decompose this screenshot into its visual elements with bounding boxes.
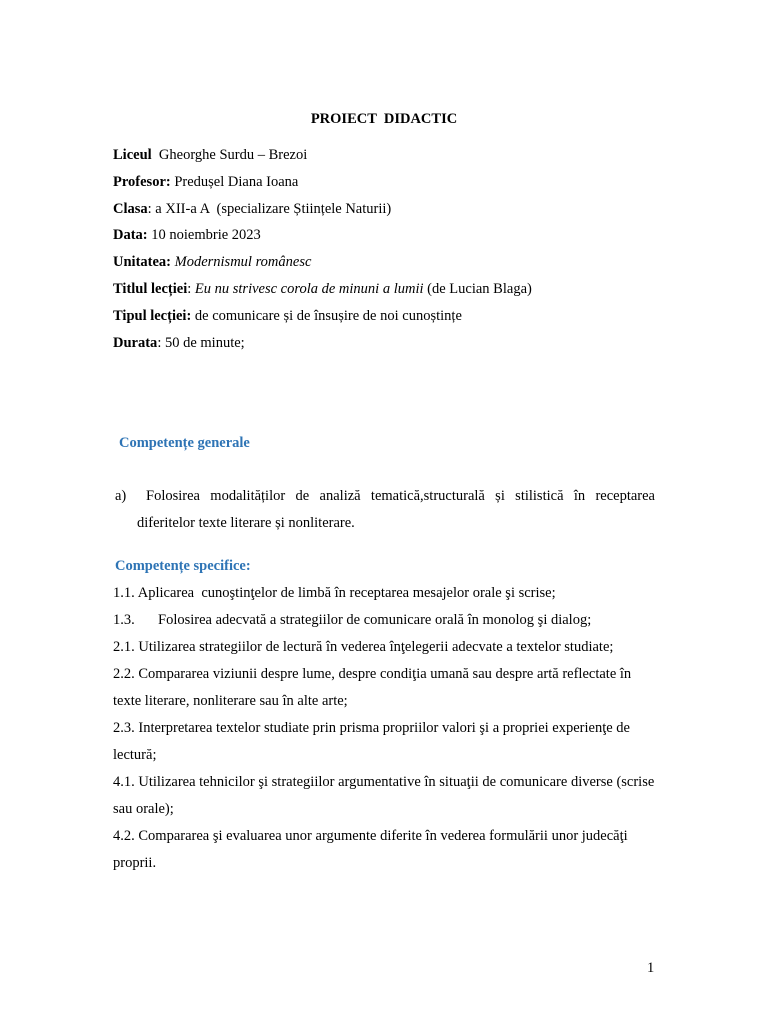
info-line-school [113, 146, 673, 173]
general-competence-text: Folosirea modalităților de analiză tematică,structurală și stilistică în receptarea diferitelor texte literare și nonliterare. [137, 488, 655, 531]
item-number: 2.3. [113, 720, 135, 736]
info-value-after: (de Lucian Blaga) [423, 280, 532, 297]
lesson-info [113, 146, 673, 360]
document-title: PROIECT DIDACTIC [310, 111, 458, 127]
info-value: Modernismul românesc [174, 254, 312, 271]
item-number: 4.2. [113, 828, 135, 844]
info-line-teacher [113, 173, 673, 200]
item-number: 2.1. [113, 639, 135, 655]
info-value: Gheorghe Surdu – Brezoi [158, 147, 308, 163]
general-competence-item [115, 483, 655, 537]
list-item [113, 607, 658, 634]
info-label: Titlul lecției [113, 280, 188, 297]
info-value: : a XII-a A (specializare Științele Naturii) [147, 200, 392, 217]
info-label: Profesor: [113, 173, 171, 190]
info-label: Unitatea: [113, 254, 171, 271]
info-line-class [113, 200, 673, 227]
item-text: Compararea viziunii despre lume, despre condiţia umană sau despre artă reflectate în texte literare, nonliterare sau în alte arte; [113, 666, 632, 709]
list-item [113, 769, 658, 823]
item-text: Utilizarea tehnicilor şi strategiilor argumentative în situaţii de comunicare diverse (scrise sau orale); [113, 774, 655, 817]
item-number: 4.1. [113, 774, 135, 790]
info-label: Liceul [113, 147, 152, 163]
list-item [113, 634, 658, 661]
info-label: Durata [113, 334, 158, 351]
info-value: de comunicare și de însușire de noi cunoștințe [194, 307, 462, 324]
item-text: Aplicarea cunoştinţelor de limbă în receptarea mesajelor orale şi scrise; [137, 585, 556, 601]
specific-competences-heading: Competențe specifice: [115, 558, 251, 574]
item-text: Folosirea adecvată a strategiilor de comunicare orală în monolog şi dialog; [158, 612, 592, 628]
info-line-lesson-type [113, 307, 673, 334]
list-item [113, 823, 658, 877]
info-value: 10 noiembrie 2023 [151, 227, 261, 244]
item-number: 1.3. [113, 612, 135, 628]
item-text: Interpretarea textelor studiate prin prisma propriilor valori şi a propriei experienţe de lectură; [113, 720, 630, 763]
info-label: Tipul lecției: [113, 307, 192, 324]
info-label: Data: [113, 227, 148, 244]
item-text: Utilizarea strategiilor de lectură în vederea înţelegerii adecvate a textelor studiate; [138, 639, 614, 655]
info-line-date [113, 226, 673, 253]
list-item [113, 580, 658, 607]
info-value: : 50 de minute; [157, 334, 245, 351]
specific-competences-list [113, 580, 658, 877]
info-label: Clasa [113, 200, 148, 217]
info-value: Eu nu strivesc corola de minuni a lumii [194, 280, 424, 297]
list-marker: a) [115, 488, 127, 504]
list-item [113, 715, 658, 769]
info-line-duration [113, 334, 673, 361]
page-number: 1 [647, 960, 655, 976]
item-number: 1.1. [113, 585, 135, 601]
info-line-lesson-title: Titlul lecției: Eu nu strivesc corola de minuni a lumii (de Lucian Blaga) [113, 280, 532, 297]
item-number: 2.2. [113, 666, 135, 682]
item-text: Compararea şi evaluarea unor argumente diferite în vederea formulării unor judecăţi proprii. [113, 828, 628, 871]
info-line-unit [113, 253, 673, 280]
info-value: Predușel Diana Ioana [174, 173, 299, 190]
list-item [113, 661, 658, 715]
general-competences-heading: Competențe generale [119, 435, 250, 451]
